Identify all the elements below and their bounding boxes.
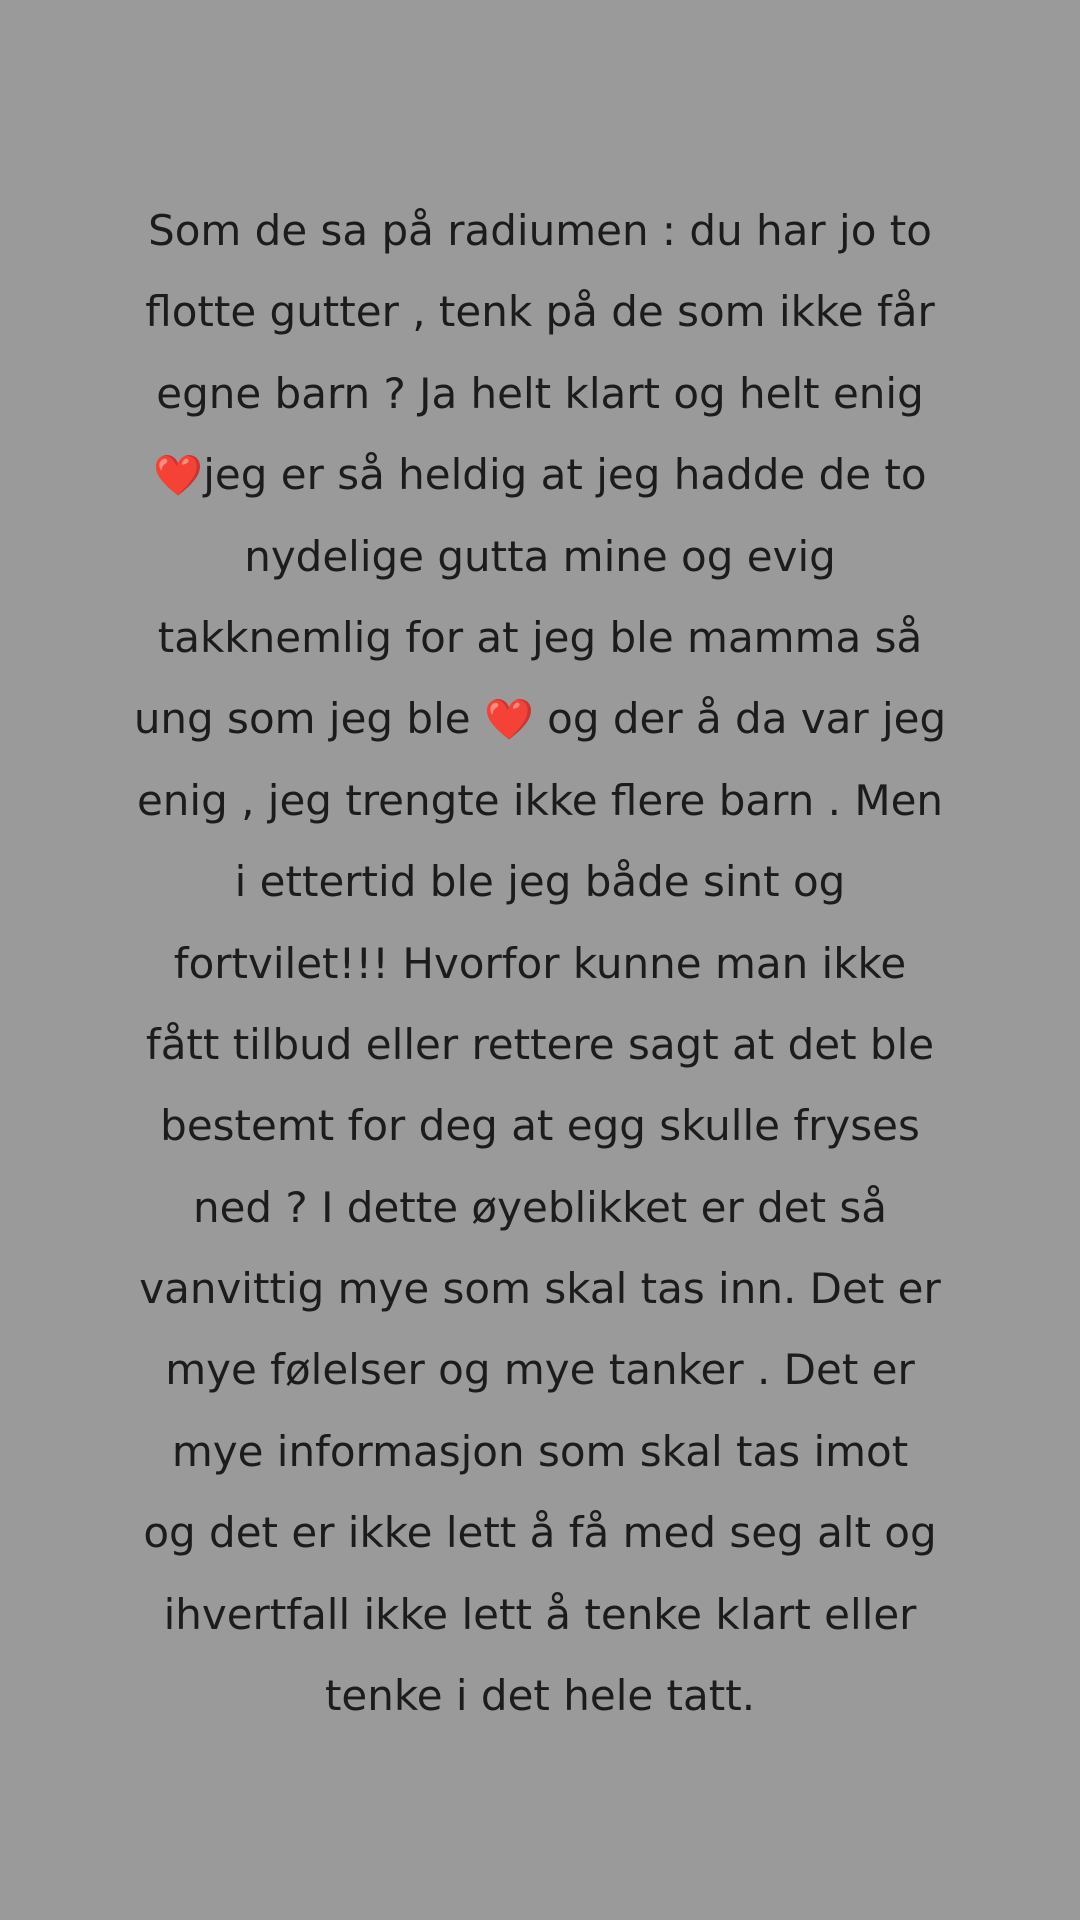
text-line: [70, 1492, 1010, 1573]
text-segment: vanvittig mye som skal tas inn. Det er: [139, 1264, 941, 1314]
text-line: [70, 353, 1010, 434]
text-line: [70, 1167, 1010, 1248]
text-segment: fortvilet!!! Hvorfor kunne man ikke: [173, 938, 907, 988]
text-line: [70, 1085, 1010, 1166]
text-segment: mye informasjon som skal tas imot: [171, 1426, 909, 1476]
text-line: [70, 190, 1010, 271]
text-line: [70, 1574, 1010, 1655]
text-line: [70, 1411, 1010, 1492]
text-segment: ned ? I dette øyeblikket er det så: [192, 1182, 888, 1232]
text-line: [70, 1329, 1010, 1410]
text-line: [70, 760, 1010, 841]
text-segment: jeg er så heldig at jeg hadde de to: [203, 450, 927, 500]
text-segment: flotte gutter , tenk på de som ikke får: [145, 287, 935, 337]
text-segment: i ettertid ble jeg både sint og: [234, 857, 846, 907]
text-line: [70, 434, 1010, 515]
red-heart-icon: ❤️: [153, 453, 204, 500]
text-segment: takknemlig for at jeg ble mamma så: [157, 612, 923, 662]
text-line: [70, 1004, 1010, 1085]
text-line: [70, 678, 1010, 759]
text-line: [70, 841, 1010, 922]
story-text: [70, 190, 1010, 1736]
text-segment: bestemt for deg at egg skulle fryses: [160, 1101, 920, 1151]
text-segment: Som de sa på radiumen : du har jo to: [148, 206, 932, 255]
text-segment: ihvertfall ikke lett å tenke klart eller: [163, 1589, 917, 1639]
text-segment: tenke i det hele tatt.: [324, 1671, 756, 1721]
text-segment: og der å da var jeg: [533, 694, 947, 744]
text-segment: mye følelser og mye tanker . Det er: [165, 1345, 915, 1395]
text-line: [70, 271, 1010, 352]
red-heart-icon: ❤️: [483, 697, 534, 744]
text-line: [70, 597, 1010, 678]
text-segment: egne barn ? Ja helt klart og helt enig: [156, 368, 924, 418]
text-segment: nydelige gutta mine og evig: [244, 531, 836, 581]
text-line: [70, 1655, 1010, 1736]
text-line: [70, 923, 1010, 1004]
text-segment: ung som jeg ble: [133, 694, 484, 744]
text-line: [70, 516, 1010, 597]
text-segment: enig , jeg trengte ikke flere barn . Men: [136, 775, 944, 825]
text-line: [70, 1248, 1010, 1329]
text-segment: fått tilbud eller rettere sagt at det ble: [145, 1019, 935, 1069]
text-segment: og det er ikke lett å få med seg alt og: [143, 1508, 937, 1558]
